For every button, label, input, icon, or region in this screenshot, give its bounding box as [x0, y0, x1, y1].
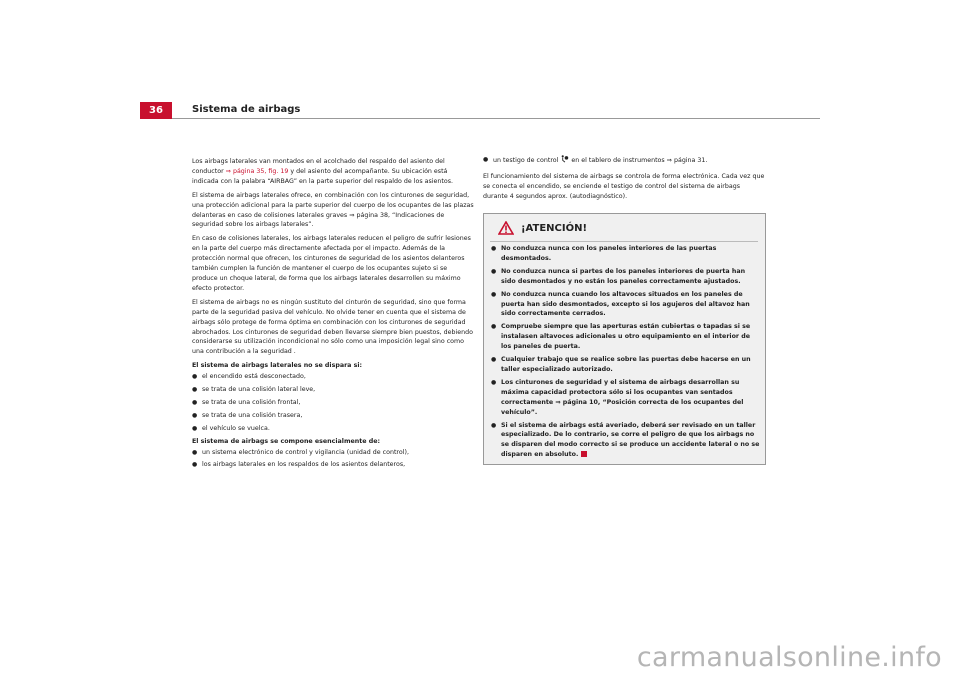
list-text: en el tablero de instrumentos ⇒ página 31. — [569, 157, 708, 164]
list-item: ● los airbags laterales en los respaldos de los asientos delanteros, — [192, 460, 474, 470]
warning-header — [490, 219, 758, 242]
paragraph-not-substitute: El sistema de airbags no es ningún sustituto del cinturón de seguridad, sino que forma parte de la seguridad pasiva del vehículo. No olvide tener en cuenta que el sistema de airbags sólo protege de forma óptima en combinación con los cinturones de seguridad abrochados. Los cinturones de seguridad deben llevarse siempre bien puestos, debiendo considerarse su utilización incondicional no sólo como una imposición legal sino como una contribución a la seguridad . — [192, 298, 473, 356]
warning-box — [483, 213, 766, 465]
left-column — [192, 157, 474, 473]
paragraph-side-collision: En caso de colisiones laterales, los airbags laterales reducen el peligro de sufrir lesiones en la parte del cuerpo más directamente afectada por el impacto. Además de la protección normal que ofrecen, los cinturones de seguridad de los asientos delanteros también cumplen la función de mantener el cuerpo de los ocupantes sujeto si se produce un choque lateral, de forma que los airbags laterales desarrollen su máximo efecto protector. — [192, 235, 471, 292]
paragraph-protection: El sistema de airbags laterales ofrece, en combinación con los cinturones de seguridad, una protección adicional para la parte superior del cuerpo de los ocupantes de las plazas delanteras en caso de colisiones laterales graves ⇒ página 38, “Indicaciones de seguridad sobre los airbags laterales”. — [192, 191, 474, 229]
paragraph-side-airbags-location — [192, 157, 474, 187]
list-item: ● se trata de una colisión lateral leve, — [192, 385, 474, 395]
warning-title: ¡ATENCIÓN! — [521, 223, 588, 234]
list-item: ● se trata de una colisión frontal, — [192, 398, 474, 408]
list-item — [483, 155, 766, 166]
list-item: ● se trata de una colisión trasera, — [192, 411, 474, 421]
paragraph-electronic-control: El funcionamiento del sistema de airbags se controla de forma electrónica. Cada vez que se conecta el encendido, se enciende el testigo de control del sistema de airbags durante 4 segundos aprox. (autodiagnóstico). — [483, 172, 765, 200]
warning-triangle-icon — [498, 221, 514, 235]
header-divider — [172, 118, 820, 119]
subheading-no-deploy: El sistema de airbags laterales no se dispara si: — [192, 362, 363, 370]
list-item: ● el encendido está desconectado, — [192, 372, 474, 382]
watermark: carmanualsonline.info — [636, 642, 942, 673]
warning-item: ● No conduzca nunca con los paneles interiores de las puertas desmontados. — [491, 244, 761, 264]
list-item: ● el vehículo se vuelca. — [192, 424, 474, 434]
subheading-components: El sistema de airbags se compone esencialmente de: — [192, 437, 381, 445]
warning-item — [491, 421, 761, 461]
page-title: Sistema de airbags — [192, 104, 301, 115]
warning-item: ● No conduzca nunca cuando los altavoces situados en los paneles de puerta han sido desmontados, excepto si los agujeros del altavoz han sido correctamente cerrados. — [491, 290, 761, 320]
warning-item: ● Los cinturones de seguridad y el sistema de airbags desarrollan su máxima capacidad protectora sólo si los ocupantes van sentados correctamente ⇒ página 10, “Posición correcta de los ocupantes del vehículo”. — [491, 378, 761, 418]
list-text: un testigo de control — [493, 157, 561, 164]
page-reference-link[interactable]: ⇒ página 35, fig. 19 — [225, 167, 289, 175]
paragraph-text: Los airbags laterales van montados en el acolchado del respaldo del asiento del conductor — [192, 158, 445, 175]
warning-item: ● No conduzca nunca si partes de los paneles interiores de puerta han sido desmontados y no están los paneles correctamente ajustados. — [491, 267, 761, 287]
page-number: 36 — [140, 102, 172, 119]
right-column — [483, 155, 766, 206]
section-end-mark — [581, 451, 587, 457]
warning-item-text: Si el sistema de airbags está averiado, deberá ser revisado en un taller especializado. De lo contrario, se corre el peligro de que los airbags no se disparen del modo correcto si se produce un accidente lateral o no se disparen en absoluto. — [501, 421, 760, 459]
warning-list — [491, 244, 761, 463]
paragraph-text: y del asiento del acompañante. Su ubicación está indicada con la palabra “AIRBAG” en la parte superior del respaldo de los asientos. — [192, 167, 453, 185]
warning-item: ● Cualquier trabajo que se realice sobre las puertas debe hacerse en un taller especializado autorizado. — [491, 355, 761, 375]
warning-item: ● Compruebe siempre que las aperturas están cubiertas o tapadas si se instalasen altavoces adicionales u otro equipamiento en el interior de los paneles de puerta. — [491, 322, 761, 352]
list-item: ● un sistema electrónico de control y vigilancia (unidad de control), — [192, 448, 474, 458]
